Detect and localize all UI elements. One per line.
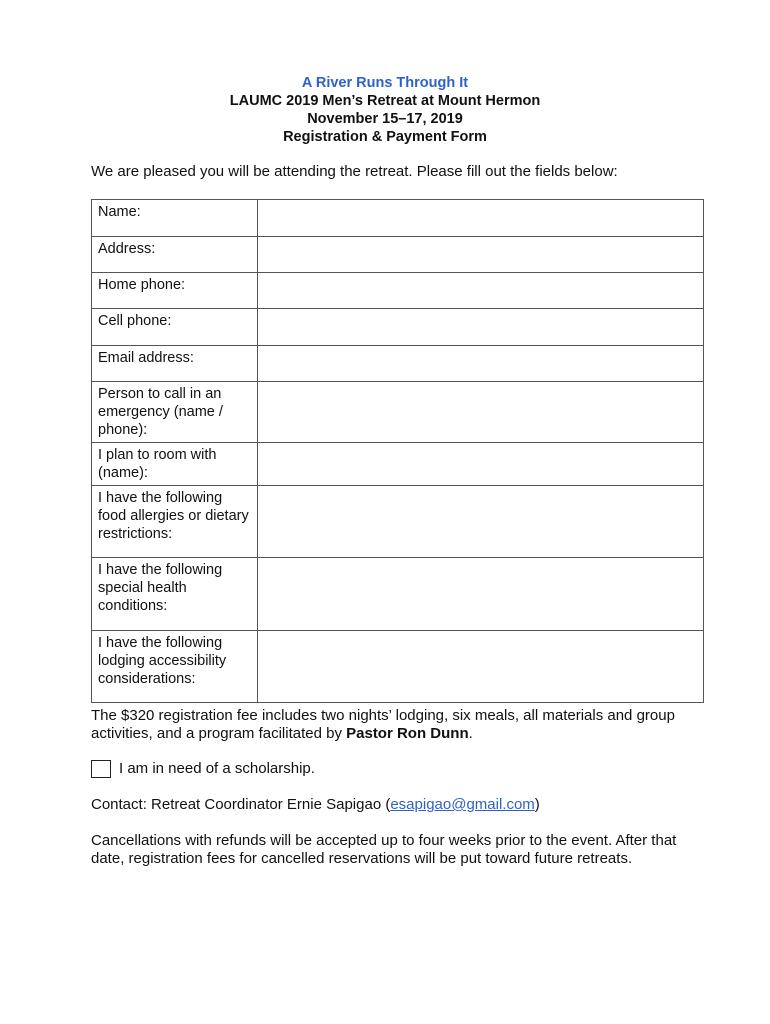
fee-end: . [468,725,473,742]
table-row [92,200,704,237]
fee-text: The $320 registration fee includes two nights’ lodging, six meals, all materials and group activities, and a program facilitated by [91,707,675,742]
field-label-address: Address: [92,237,258,273]
email-field[interactable] [258,346,704,382]
facilitator-name: Pastor Ron Dunn [346,725,469,742]
field-label-health-conditions: I have the following special health conditions: [92,558,258,631]
table-row [92,558,704,631]
fee-paragraph [91,707,711,743]
table-row [92,631,704,703]
home-phone-field[interactable] [258,273,704,309]
health-conditions-field[interactable] [258,558,704,631]
retreat-title: A River Runs Through It [301,75,469,91]
field-label-cell-phone: Cell phone: [92,309,258,346]
contact-suffix: ) [534,796,540,813]
intro-text: We are pleased you will be attending the retreat. Please fill out the fields below: [91,163,618,180]
table-row [92,237,704,273]
field-label-lodging-accessibility: I have the following lodging accessibility considerations: [92,631,258,703]
cell-phone-field[interactable] [258,309,704,346]
contact-prefix: Contact: Retreat Coordinator Ernie Sapigao ( [91,796,391,813]
field-label-home-phone: Home phone: [92,273,258,309]
field-label-email: Email address: [92,346,258,382]
table-row [92,486,704,558]
name-field[interactable] [258,200,704,237]
form-header [0,74,770,146]
scholarship-checkbox[interactable] [91,760,111,778]
retreat-dates: November 15–17, 2019 [307,111,463,127]
emergency-contact-field[interactable] [258,382,704,443]
address-field[interactable] [258,237,704,273]
table-row [92,443,704,486]
contact-paragraph [91,796,711,814]
contact-email-link[interactable]: esapigao@gmail.com [390,796,535,813]
cancellation-policy: Cancellations with refunds will be accepted up to four weeks prior to the event. After that date, registration fees for cancelled reservations will be put toward future retreats. [91,832,677,867]
field-label-roommate: I plan to room with (name): [92,443,258,486]
table-row [92,382,704,443]
scholarship-label: I am in need of a scholarship. [119,760,315,777]
retreat-name: LAUMC 2019 Men’s Retreat at Mount Hermon [229,93,541,109]
field-label-emergency-contact: Person to call in an emergency (name / phone): [92,382,258,443]
table-row [92,273,704,309]
field-label-name: Name: [92,200,258,237]
form-title: Registration & Payment Form [283,129,487,145]
food-allergies-field[interactable] [258,486,704,558]
registration-table [91,199,704,703]
table-row [92,346,704,382]
roommate-field[interactable] [258,443,704,486]
scholarship-option [91,760,711,778]
lodging-accessibility-field[interactable] [258,631,704,703]
table-row [92,309,704,346]
field-label-food-allergies: I have the following food allergies or dietary restrictions: [92,486,258,558]
